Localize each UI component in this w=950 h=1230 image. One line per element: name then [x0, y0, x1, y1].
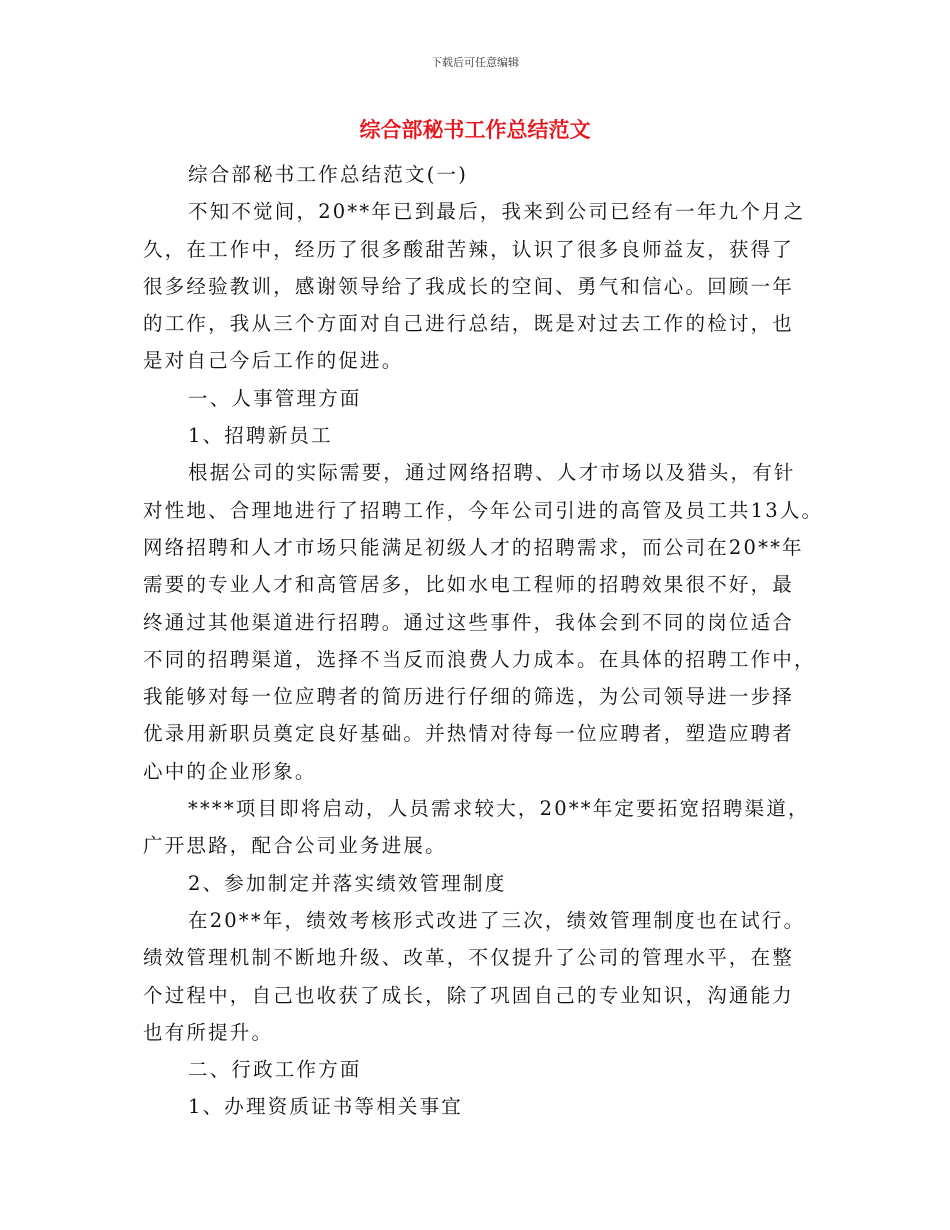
paragraph-line: 心中的企业形象。	[143, 759, 317, 783]
paragraph-line: 对性地、合理地进行了招聘工作，今年公司引进的高管及员工共13人。	[143, 498, 824, 522]
paragraph-line: 久，在工作中，经历了很多酸甜苦辣，认识了很多良师益友，获得了	[143, 237, 795, 261]
paragraph-line: 绩效管理机制不断地升级、改革，不仅提升了公司的管理水平，在整	[143, 946, 795, 970]
header-note: 下载后可任意编辑	[431, 56, 519, 69]
paragraph-line: 很多经验教训，感谢领导给了我成长的空间、勇气和信心。回顾一年	[143, 274, 795, 298]
paragraph-line: 终通过其他渠道进行招聘。通过这些事件，我体会到不同的岗位适合	[143, 610, 795, 634]
paragraph-line: 个过程中，自己也收获了成长，除了巩固自己的专业知识，沟通能力	[143, 983, 795, 1007]
paragraph-line: 广开思路，配合公司业务进展。	[143, 834, 447, 858]
paragraph-line: 我能够对每一位应聘者的简历进行仔细的筛选，为公司领导进一步择	[143, 685, 795, 709]
paragraph-line: ****项目即将启动，人员需求较大，20**年定要拓宽招聘渠道，	[188, 797, 810, 821]
paragraph-line: 不知不觉间，20**年已到最后，我来到公司已经有一年九个月之	[188, 200, 806, 224]
subtitle-line: 综合部秘书工作总结范文(一)	[188, 163, 469, 186]
document-body	[143, 156, 824, 1126]
subsection-heading: 2、参加制定并落实绩效管理制度	[188, 871, 507, 895]
subsection-heading: 1、招聘新员工	[188, 424, 333, 448]
paragraph-line: 优录用新职员奠定良好基础。并热情对待每一位应聘者，塑造应聘者	[143, 722, 795, 746]
paragraph-line: 的工作，我从三个方面对自己进行总结，既是对过去工作的检讨，也	[143, 312, 795, 336]
paragraph-line: 也有所提升。	[143, 1020, 274, 1044]
paragraph-line: 在20**年，绩效考核形式改进了三次，绩效管理制度也在试行。	[188, 908, 806, 932]
paragraph-line: 根据公司的实际需要，通过网络招聘、人才市场以及猎头，有针	[188, 461, 796, 485]
document-title: 综合部秘书工作总结范文	[359, 118, 591, 142]
subsection-heading: 1、办理资质证书等相关事宜	[188, 1095, 464, 1119]
paragraph-line: 是对自己今后工作的促进。	[143, 349, 404, 373]
section-heading: 二、行政工作方面	[188, 1058, 362, 1082]
paragraph-line: 不同的招聘渠道，选择不当反而浪费人力成本。在具体的招聘工作中，	[143, 647, 816, 671]
paragraph-line: 网络招聘和人才市场只能满足初级人才的招聘需求，而公司在20**年	[143, 535, 804, 559]
paragraph-line: 需要的专业人才和高管居多，比如水电工程师的招聘效果很不好，最	[143, 573, 795, 597]
section-heading: 一、人事管理方面	[188, 386, 362, 410]
